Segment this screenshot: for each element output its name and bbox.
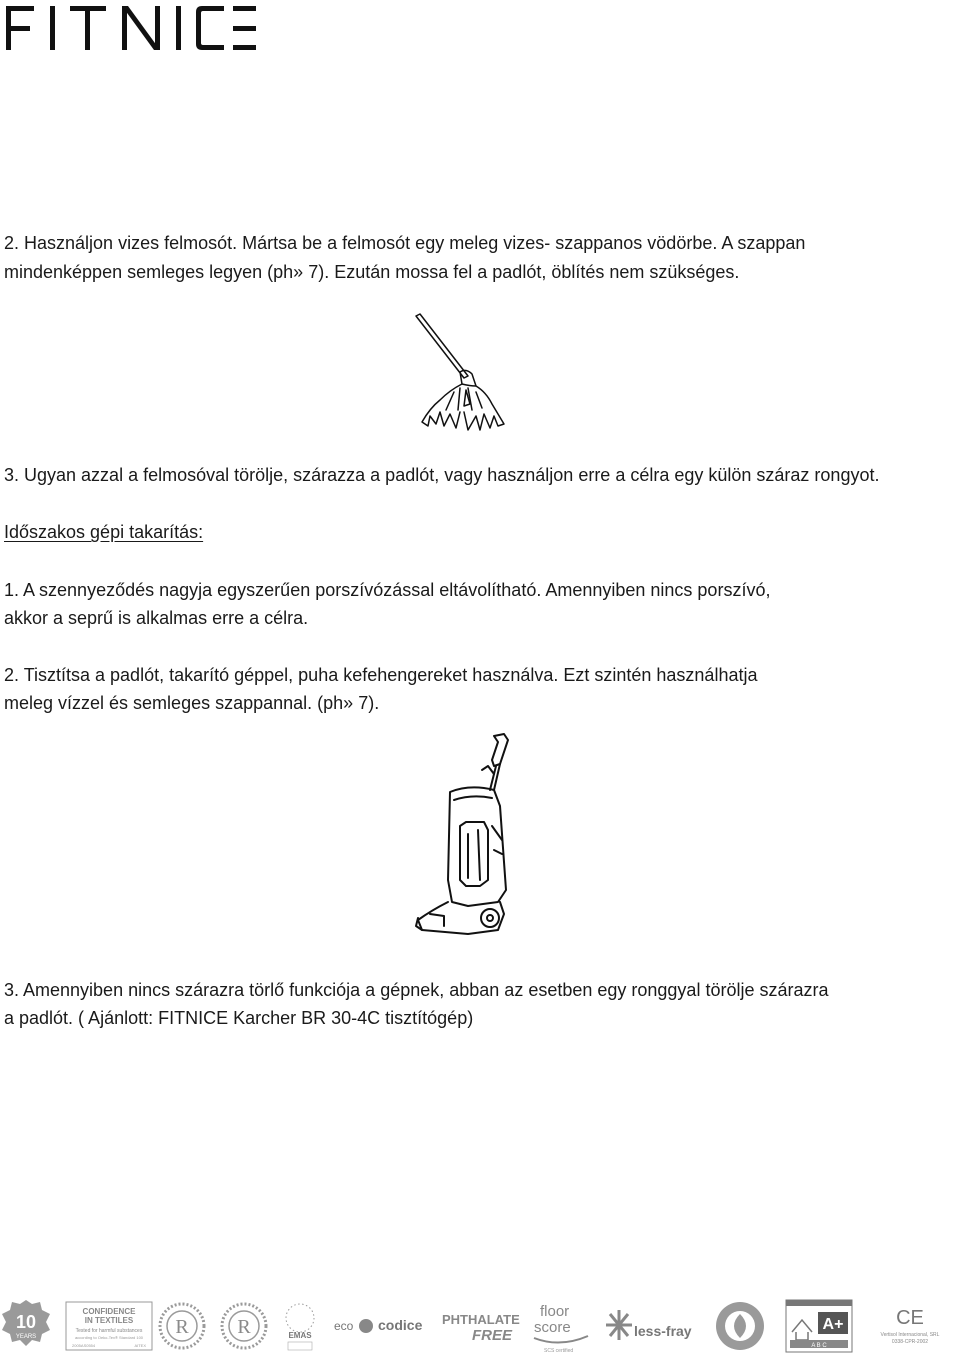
- registered-seal-2: [222, 1304, 266, 1348]
- svg-text:PHTHALATE: PHTHALATE: [442, 1312, 520, 1327]
- ten-years-badge: [2, 1300, 50, 1346]
- svg-text:Tested for harmful substances: Tested for harmful substances: [75, 1328, 143, 1334]
- wet-mop-instruction-line-2: mindenképpen semleges legyen (ph» 7). Ezután mossa fel a padlót, öblítés nem szükséges.: [4, 262, 740, 282]
- periodic-cleaning-heading: Időszakos gépi takarítás:: [4, 522, 204, 542]
- svg-text:YEARS: YEARS: [15, 1334, 37, 1340]
- svg-text:0338-CPR-2002: 0338-CPR-2002: [891, 1339, 929, 1345]
- svg-text:A B C: A B C: [811, 1343, 827, 1349]
- oeko-tex-badge: [66, 1302, 152, 1350]
- certification-logos: [0, 1296, 960, 1356]
- svg-text:A+: A+: [822, 1316, 844, 1333]
- svg-text:CE: CE: [896, 1307, 924, 1329]
- a-plus-emissions-badge: [786, 1300, 852, 1352]
- fitnice-logo: [6, 2, 256, 54]
- svg-text:floor: floor: [540, 1303, 570, 1320]
- machine-instruction-line-1: 2. Tisztítsa a padlót, takarító géppel, puha kefehengereket használva. Ezt szintén használhatja: [4, 665, 758, 685]
- machine-instruction-line-2: meleg vízzel és semleges szappannal. (ph» 7).: [4, 693, 380, 713]
- svg-text:eco: eco: [334, 1319, 354, 1333]
- registered-seal-1: [160, 1304, 204, 1348]
- svg-text:R: R: [237, 1316, 251, 1338]
- svg-text:10: 10: [15, 1312, 37, 1332]
- eco-codice-logo: [334, 1317, 423, 1333]
- svg-text:CONFIDENCE: CONFIDENCE: [82, 1307, 136, 1316]
- vacuum-instruction-line-1: 1. A szennyeződés nagyja egyszerűen porszívózással eltávolítható. Amennyiben nincs porszívó,: [4, 580, 771, 600]
- vacuum-instruction-line-2: akkor a seprű is alkalmas erre a célra.: [4, 608, 309, 628]
- floorscore-logo: [534, 1303, 588, 1354]
- dry-instruction: 3. Ugyan azzal a felmosóval törölje, szárazza a padlót, vagy használjon erre a célra egy külön száraz rongyot.: [4, 465, 880, 485]
- ce-mark: [881, 1307, 940, 1345]
- floor-cleaning-machine-icon: [410, 730, 520, 940]
- svg-text:codice: codice: [378, 1317, 423, 1333]
- svg-text:2005AS0554: 2005AS0554: [72, 1343, 96, 1348]
- svg-text:score: score: [534, 1319, 571, 1336]
- svg-text:less-fray: less-fray: [634, 1323, 692, 1339]
- less-fray-logo: [606, 1310, 692, 1340]
- svg-text:Vertisol Internacional, SRL: Vertisol Internacional, SRL: [880, 1332, 940, 1338]
- wet-mop-instruction-line-1: 2. Használjon vizes felmosót. Mártsa be a felmosót egy meleg vizes- szappanos vödörbe. A szappan: [4, 233, 806, 253]
- final-dry-instruction-line-2: a padlót. ( Ajánlott: FITNICE Karcher BR 30-4C tisztítógép): [4, 1008, 474, 1028]
- final-dry-instruction-line-1: 3. Amennyiben nincs szárazra törlő funkciója a gépnek, abban az esetben egy ronggyal törölje szárazra: [4, 980, 829, 1000]
- phthalate-free-logo: [442, 1312, 520, 1344]
- green-building-seal: [716, 1302, 764, 1350]
- emas-badge: [286, 1304, 314, 1350]
- svg-text:R: R: [175, 1316, 189, 1338]
- svg-text:IN TEXTILES: IN TEXTILES: [84, 1316, 134, 1325]
- svg-text:FREE: FREE: [472, 1327, 513, 1344]
- svg-text:SCS certified: SCS certified: [544, 1348, 574, 1354]
- svg-text:AITEX: AITEX: [134, 1343, 146, 1348]
- svg-text:EMAS: EMAS: [288, 1331, 312, 1340]
- mop-icon: [410, 312, 510, 436]
- svg-text:according to Oeko-Tex® Standar: according to Oeko-Tex® Standard 100: [74, 1335, 144, 1340]
